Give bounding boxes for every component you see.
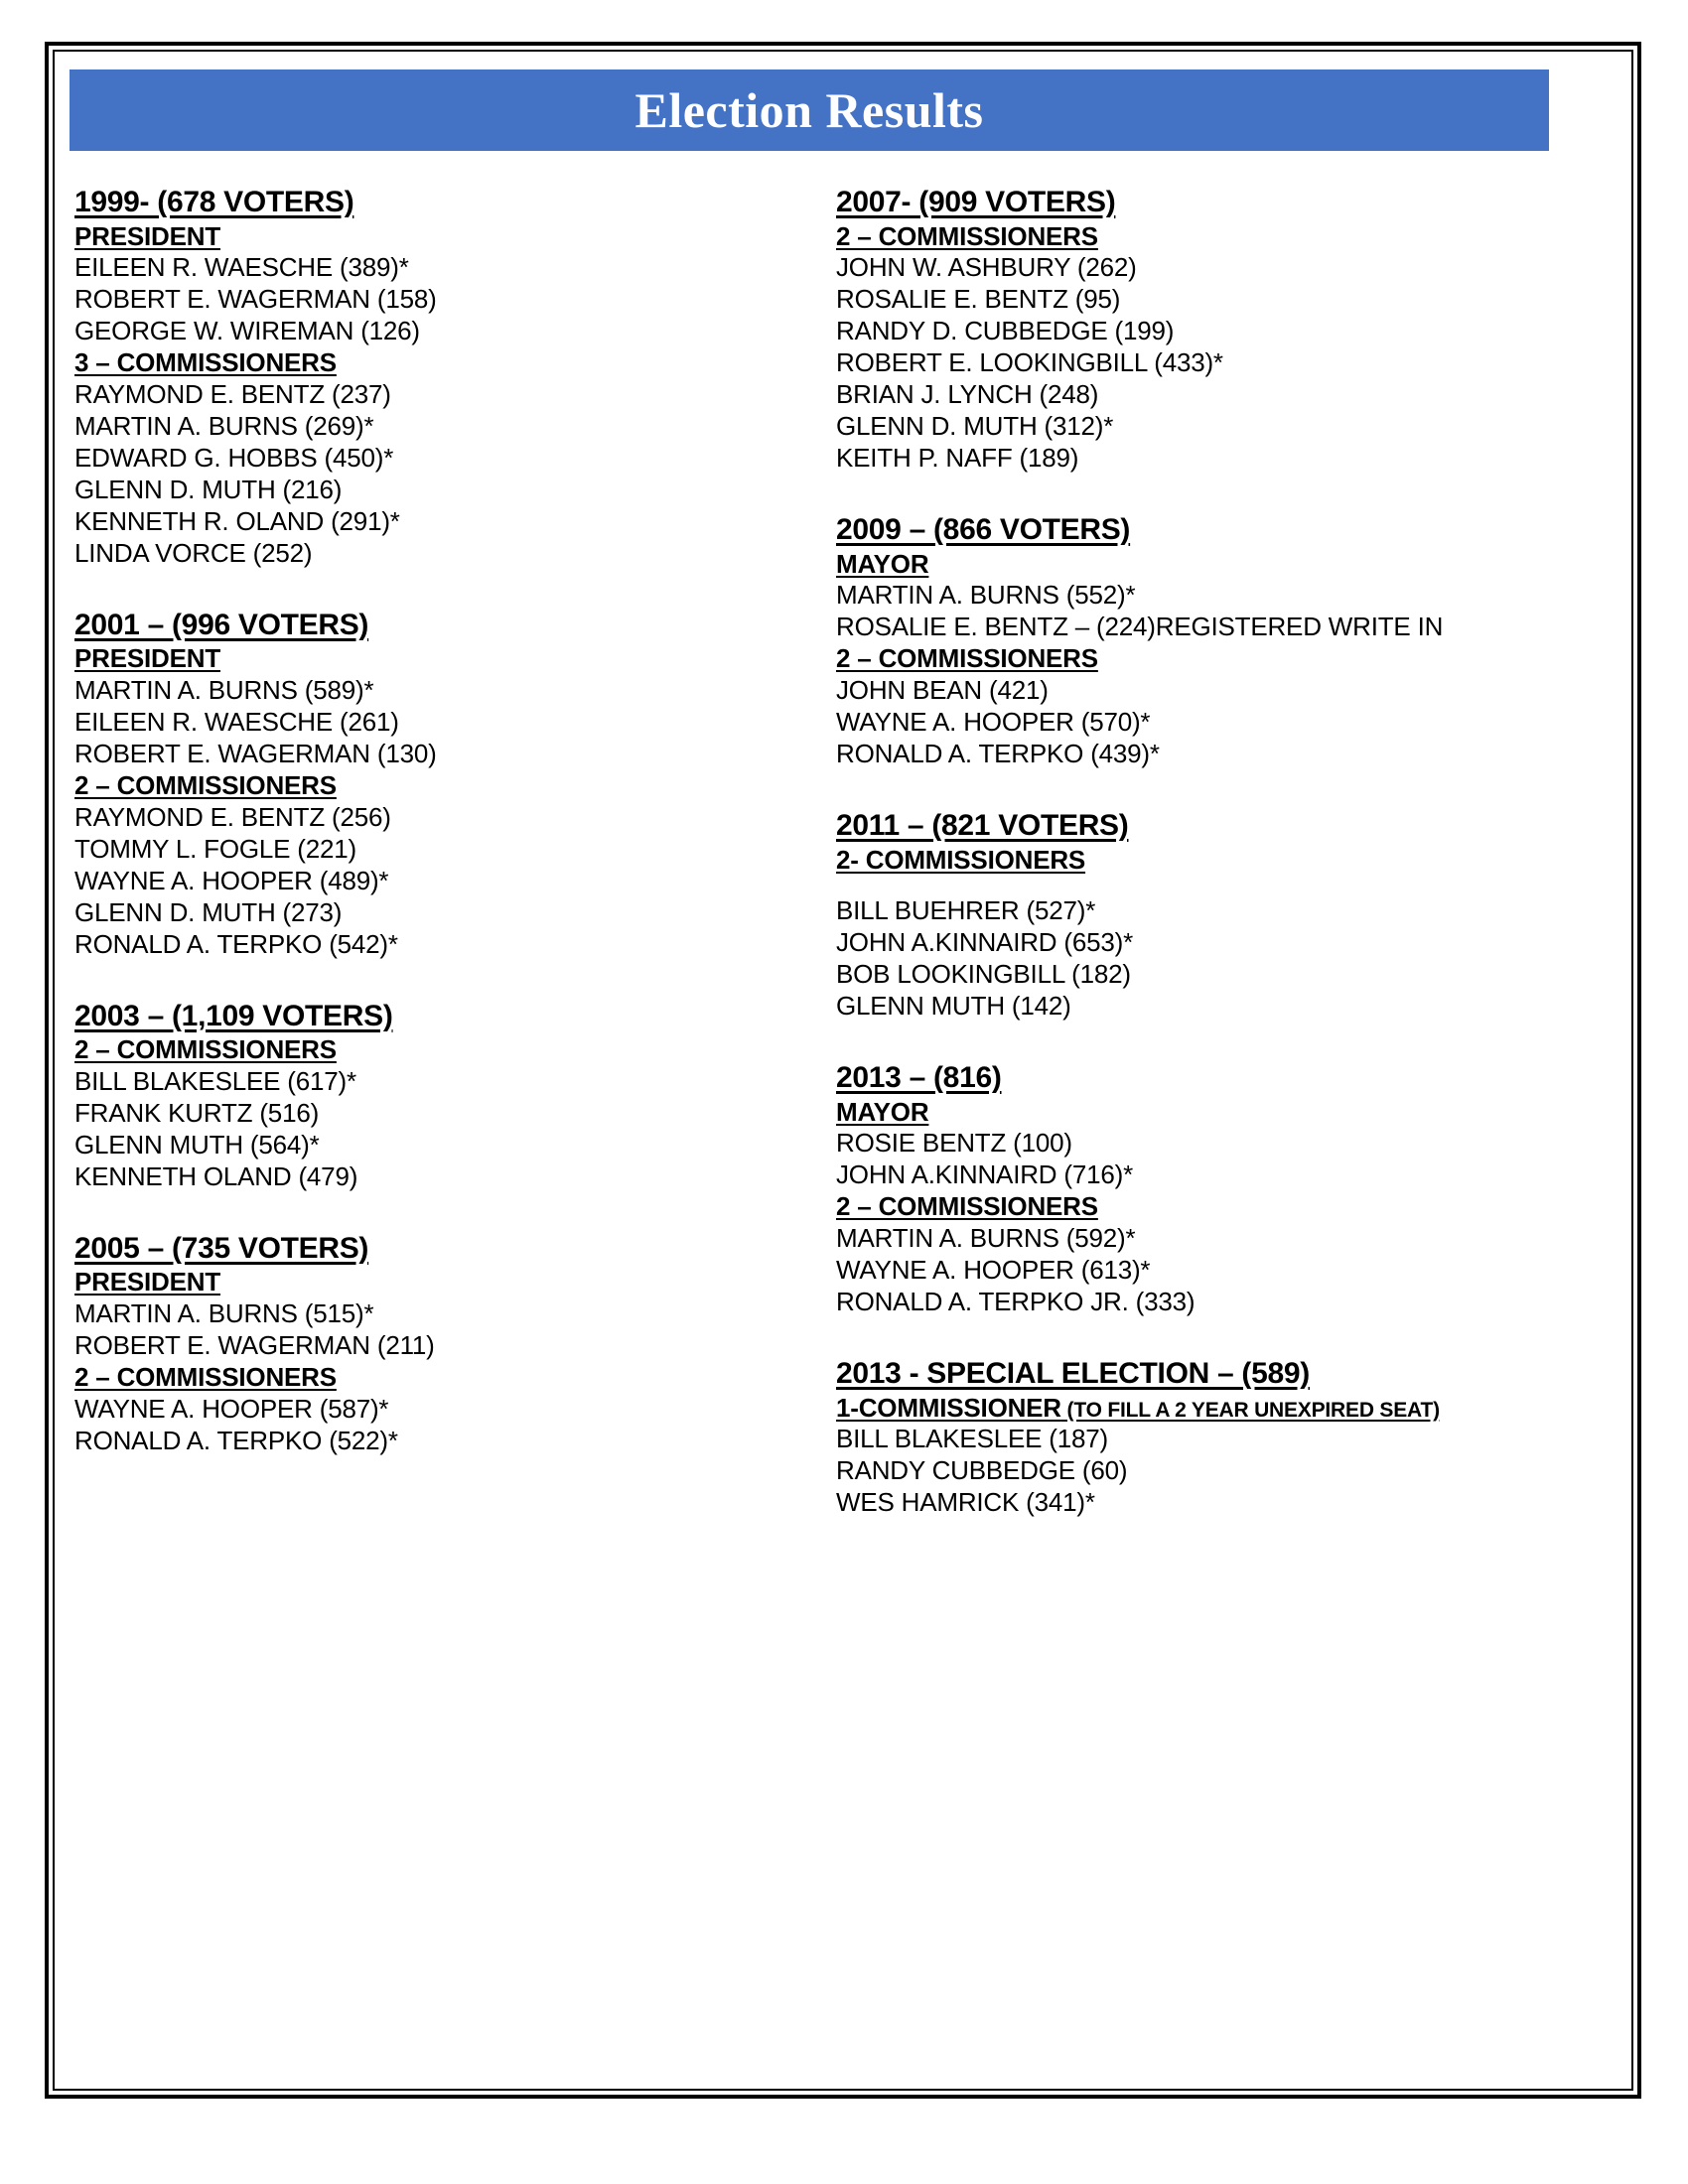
candidate-result: KEITH P. NAFF (189) bbox=[836, 443, 1079, 474]
blank-line bbox=[836, 876, 1566, 895]
office-heading-label: 2 – COMMISSIONERS bbox=[836, 1191, 1098, 1222]
year-heading-row bbox=[74, 1231, 804, 1268]
election-year-section bbox=[74, 185, 804, 570]
office-heading-row bbox=[836, 845, 1566, 877]
election-year-heading: 2007- (909 VOTERS) bbox=[836, 186, 1116, 218]
candidate-result: ROSIE BENTZ (100) bbox=[836, 1128, 1072, 1159]
year-heading-row bbox=[836, 185, 1566, 221]
election-year-section bbox=[836, 512, 1566, 770]
election-year-heading: 2001 – (996 VOTERS) bbox=[74, 608, 369, 641]
candidate-result: RONALD A. TERPKO (439)* bbox=[836, 739, 1160, 768]
year-heading-row bbox=[836, 1060, 1566, 1097]
candidate-result: ROBERT E. LOOKINGBILL (433)* bbox=[836, 347, 1223, 378]
office-heading bbox=[74, 221, 220, 253]
section-spacer bbox=[836, 770, 1566, 808]
office-heading bbox=[836, 1097, 928, 1129]
office-heading-label: PRESIDENT bbox=[74, 1267, 221, 1297]
election-year-section bbox=[836, 1060, 1566, 1318]
candidate-result: RANDY CUBBEDGE (60) bbox=[836, 1455, 1128, 1486]
candidate-result: JOHN A.KINNAIRD (653)* bbox=[836, 927, 1134, 958]
candidate-result: JOHN A.KINNAIRD (716)* bbox=[836, 1160, 1134, 1190]
candidate-result: ROBERT E. WAGERMAN (158) bbox=[74, 284, 437, 315]
year-heading-row bbox=[74, 999, 804, 1035]
office-heading-label: 2 – COMMISSIONERS bbox=[836, 220, 1098, 251]
candidate-result: JOHN BEAN (421) bbox=[836, 675, 1049, 706]
office-heading-label: 3 – COMMISSIONERS bbox=[74, 347, 337, 378]
year-heading-row bbox=[74, 608, 804, 644]
office-heading-row bbox=[74, 1267, 804, 1298]
office-heading bbox=[836, 1393, 1440, 1425]
office-heading bbox=[74, 770, 337, 802]
section-spacer bbox=[74, 961, 804, 999]
candidate-result: GLENN D. MUTH (216) bbox=[74, 474, 343, 504]
candidate-result: BILL BLAKESLEE (617)* bbox=[74, 1065, 356, 1096]
election-year-heading: 2011 – (821 VOTERS) bbox=[836, 808, 1129, 842]
election-year-heading: 2005 – (735 VOTERS) bbox=[74, 1231, 369, 1265]
candidate-result: ROSALIE E. BENTZ (95) bbox=[836, 284, 1121, 315]
election-year-section bbox=[74, 999, 804, 1193]
year-heading-row bbox=[74, 185, 804, 221]
candidate-result: RANDY D. CUBBEDGE (199) bbox=[836, 316, 1175, 346]
candidate-result: WES HAMRICK (341)* bbox=[836, 1487, 1095, 1518]
office-heading-row bbox=[74, 770, 804, 802]
candidate-result: WAYNE A. HOOPER (570)* bbox=[836, 707, 1151, 738]
office-heading-row bbox=[74, 1034, 804, 1066]
office-heading-label: 2 – COMMISSIONERS bbox=[74, 769, 337, 800]
office-heading bbox=[74, 347, 337, 379]
candidate-result: BILL BUEHRER (527)* bbox=[836, 895, 1096, 926]
year-heading-row bbox=[836, 1356, 1566, 1393]
candidate-result: RONALD A. TERPKO (522)* bbox=[74, 1425, 398, 1455]
office-heading-label: MAYOR bbox=[836, 548, 929, 579]
candidate-result: ROBERT E. WAGERMAN (130) bbox=[74, 739, 437, 768]
candidate-result: RAYMOND E. BENTZ (237) bbox=[74, 378, 391, 409]
office-heading bbox=[836, 643, 1098, 675]
election-year-section bbox=[836, 185, 1566, 475]
candidate-result: WAYNE A. HOOPER (587)* bbox=[74, 1393, 389, 1424]
section-spacer bbox=[74, 1193, 804, 1231]
office-heading-row bbox=[74, 221, 804, 253]
office-heading-label: PRESIDENT bbox=[74, 220, 221, 251]
candidate-result: RONALD A. TERPKO (542)* bbox=[74, 928, 398, 959]
office-heading-row bbox=[836, 1191, 1566, 1223]
candidate-result: LINDA VORCE (252) bbox=[74, 537, 313, 568]
candidate-result: ROBERT E. WAGERMAN (211) bbox=[74, 1330, 435, 1360]
office-heading-label: MAYOR bbox=[836, 1096, 929, 1127]
section-spacer bbox=[74, 570, 804, 608]
candidate-result: BOB LOOKINGBILL (182) bbox=[836, 959, 1131, 990]
candidate-result: RONALD A. TERPKO JR. (333) bbox=[836, 1287, 1196, 1317]
election-year-section bbox=[836, 1356, 1566, 1519]
office-heading-note: (TO FILL A 2 YEAR UNEXPIRED SEAT) bbox=[1060, 1398, 1440, 1422]
office-heading-label: 2- COMMISSIONERS bbox=[836, 844, 1086, 875]
candidate-result: EILEEN R. WAESCHE (389)* bbox=[74, 252, 409, 283]
results-column-left bbox=[70, 185, 804, 1519]
office-heading bbox=[74, 1267, 220, 1298]
election-year-section bbox=[836, 808, 1566, 1023]
results-column-right bbox=[804, 185, 1566, 1519]
candidate-result: EILEEN R. WAESCHE (261) bbox=[74, 707, 399, 738]
office-heading-label: PRESIDENT bbox=[74, 643, 221, 674]
office-heading bbox=[836, 549, 928, 581]
candidate-result: MARTIN A. BURNS (552)* bbox=[836, 580, 1136, 611]
candidate-result: TOMMY L. FOGLE (221) bbox=[74, 833, 357, 864]
office-heading-row bbox=[74, 1362, 804, 1394]
page-title: Election Results bbox=[634, 82, 984, 138]
section-spacer bbox=[836, 1318, 1566, 1356]
office-heading-label: 1-COMMISSIONER bbox=[836, 1392, 1061, 1423]
candidate-result: EDWARD G. HOBBS (450)* bbox=[74, 442, 394, 473]
election-year-heading: 2003 – (1,109 VOTERS) bbox=[74, 999, 393, 1032]
results-columns bbox=[70, 185, 1618, 1519]
office-heading bbox=[74, 1034, 337, 1066]
candidate-result: WAYNE A. HOOPER (613)* bbox=[836, 1255, 1151, 1286]
election-year-heading: 2009 – (866 VOTERS) bbox=[836, 513, 1131, 547]
election-year-heading: 2013 - SPECIAL ELECTION – (589) bbox=[836, 1357, 1310, 1391]
section-spacer bbox=[836, 475, 1566, 512]
candidate-result: GEORGE W. WIREMAN (126) bbox=[74, 316, 420, 346]
title-banner bbox=[70, 69, 1549, 151]
office-heading-label: 2 – COMMISSIONERS bbox=[836, 643, 1098, 674]
office-heading-row bbox=[836, 549, 1566, 581]
election-year-heading: 2013 – (816) bbox=[836, 1061, 1002, 1095]
office-heading bbox=[74, 1362, 337, 1394]
candidate-result: BRIAN J. LYNCH (248) bbox=[836, 379, 1099, 410]
candidate-result: JOHN W. ASHBURY (262) bbox=[836, 252, 1137, 283]
election-year-section bbox=[74, 608, 804, 961]
candidate-result: MARTIN A. BURNS (515)* bbox=[74, 1298, 374, 1329]
candidate-result: GLENN MUTH (142) bbox=[836, 991, 1071, 1022]
office-heading bbox=[74, 643, 220, 675]
candidate-result: KENNETH R. OLAND (291)* bbox=[74, 505, 400, 536]
office-heading bbox=[836, 1191, 1098, 1223]
candidate-result: ROSALIE E. BENTZ – (224)REGISTERED WRITE IN bbox=[836, 612, 1444, 642]
page-content bbox=[70, 69, 1618, 2075]
candidate-result: GLENN MUTH (564)* bbox=[74, 1129, 320, 1160]
candidate-result: GLENN D. MUTH (312)* bbox=[836, 411, 1114, 442]
year-heading-row bbox=[836, 512, 1566, 549]
candidate-result: MARTIN A. BURNS (592)* bbox=[836, 1223, 1136, 1254]
office-heading-label: 2 – COMMISSIONERS bbox=[74, 1034, 337, 1065]
election-year-section bbox=[74, 1231, 804, 1457]
candidate-result: MARTIN A. BURNS (269)* bbox=[74, 410, 374, 441]
election-year-heading: 1999- (678 VOTERS) bbox=[74, 186, 354, 218]
candidate-result: MARTIN A. BURNS (589)* bbox=[74, 675, 374, 706]
candidate-result: FRANK KURTZ (516) bbox=[74, 1097, 320, 1128]
year-heading-row bbox=[836, 808, 1566, 845]
candidate-result: BILL BLAKESLEE (187) bbox=[836, 1424, 1108, 1454]
candidate-result: RAYMOND E. BENTZ (256) bbox=[74, 801, 391, 832]
office-heading-label: 2 – COMMISSIONERS bbox=[74, 1361, 337, 1392]
office-heading-row bbox=[836, 221, 1566, 253]
office-heading-row bbox=[836, 1393, 1566, 1425]
office-heading-row bbox=[836, 643, 1566, 675]
office-heading bbox=[836, 221, 1098, 253]
section-spacer bbox=[836, 1023, 1566, 1060]
candidate-result: WAYNE A. HOOPER (489)* bbox=[74, 865, 389, 895]
office-heading-row bbox=[836, 1097, 1566, 1129]
candidate-result: GLENN D. MUTH (273) bbox=[74, 896, 343, 927]
candidate-result: KENNETH OLAND (479) bbox=[74, 1160, 358, 1191]
office-heading bbox=[836, 845, 1085, 877]
office-heading-row bbox=[74, 643, 804, 675]
office-heading-row bbox=[74, 347, 804, 379]
